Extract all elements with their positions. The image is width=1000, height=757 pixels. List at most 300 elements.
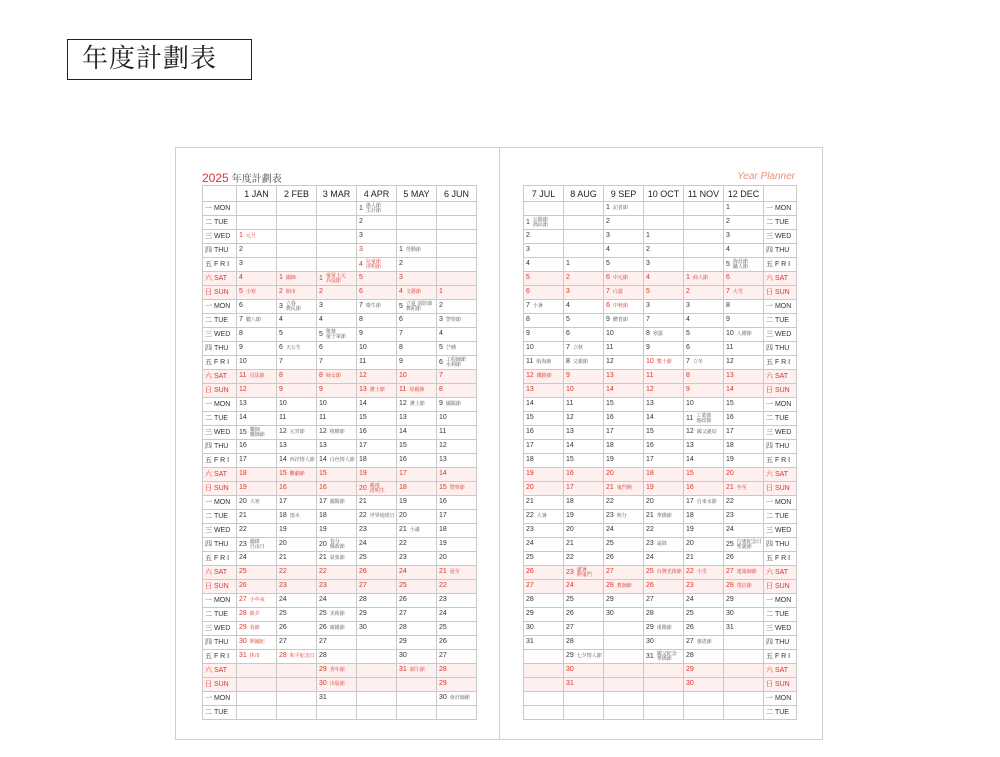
day-cell[interactable] bbox=[684, 258, 724, 272]
day-cell[interactable] bbox=[317, 552, 357, 566]
day-cell[interactable] bbox=[277, 580, 317, 594]
day-cell[interactable] bbox=[317, 230, 357, 244]
day-cell[interactable] bbox=[317, 706, 357, 720]
day-cell[interactable] bbox=[684, 202, 724, 216]
day-cell[interactable] bbox=[684, 706, 724, 720]
day-cell[interactable] bbox=[604, 286, 644, 300]
day-cell[interactable] bbox=[437, 594, 477, 608]
day-cell[interactable] bbox=[317, 384, 357, 398]
day-cell[interactable] bbox=[524, 636, 564, 650]
day-cell[interactable] bbox=[277, 286, 317, 300]
day-cell[interactable] bbox=[524, 300, 564, 314]
day-cell[interactable] bbox=[317, 398, 357, 412]
day-cell[interactable] bbox=[357, 216, 397, 230]
day-cell[interactable] bbox=[604, 664, 644, 678]
day-cell[interactable] bbox=[397, 594, 437, 608]
day-cell[interactable] bbox=[724, 426, 764, 440]
day-cell[interactable] bbox=[277, 538, 317, 552]
day-cell[interactable] bbox=[277, 706, 317, 720]
day-cell[interactable] bbox=[437, 286, 477, 300]
day-cell[interactable] bbox=[684, 412, 724, 426]
day-cell[interactable] bbox=[644, 496, 684, 510]
day-cell[interactable] bbox=[604, 258, 644, 272]
day-cell[interactable] bbox=[724, 230, 764, 244]
day-cell[interactable] bbox=[397, 524, 437, 538]
day-cell[interactable] bbox=[277, 664, 317, 678]
day-cell[interactable] bbox=[237, 356, 277, 370]
day-cell[interactable] bbox=[724, 384, 764, 398]
day-cell[interactable] bbox=[644, 216, 684, 230]
day-cell[interactable] bbox=[437, 706, 477, 720]
day-cell[interactable] bbox=[437, 496, 477, 510]
day-cell[interactable] bbox=[397, 664, 437, 678]
day-cell[interactable] bbox=[357, 510, 397, 524]
day-cell[interactable] bbox=[397, 230, 437, 244]
day-cell[interactable] bbox=[724, 622, 764, 636]
day-cell[interactable] bbox=[317, 678, 357, 692]
day-cell[interactable] bbox=[724, 482, 764, 496]
day-cell[interactable] bbox=[237, 216, 277, 230]
day-cell[interactable] bbox=[437, 510, 477, 524]
day-cell[interactable] bbox=[397, 412, 437, 426]
day-cell[interactable] bbox=[684, 230, 724, 244]
day-cell[interactable] bbox=[564, 286, 604, 300]
day-cell[interactable] bbox=[684, 510, 724, 524]
day-cell[interactable] bbox=[564, 412, 604, 426]
day-cell[interactable] bbox=[437, 664, 477, 678]
day-cell[interactable] bbox=[357, 454, 397, 468]
day-cell[interactable] bbox=[564, 440, 604, 454]
day-cell[interactable] bbox=[357, 594, 397, 608]
day-cell[interactable] bbox=[277, 468, 317, 482]
day-cell[interactable] bbox=[724, 594, 764, 608]
day-cell[interactable] bbox=[317, 202, 357, 216]
day-cell[interactable] bbox=[317, 328, 357, 342]
day-cell[interactable] bbox=[524, 412, 564, 426]
day-cell[interactable] bbox=[437, 328, 477, 342]
day-cell[interactable] bbox=[357, 412, 397, 426]
day-cell[interactable] bbox=[724, 510, 764, 524]
day-cell[interactable] bbox=[564, 468, 604, 482]
day-cell[interactable] bbox=[644, 580, 684, 594]
day-cell[interactable] bbox=[237, 538, 277, 552]
day-cell[interactable] bbox=[397, 384, 437, 398]
day-cell[interactable] bbox=[604, 356, 644, 370]
day-cell[interactable] bbox=[237, 664, 277, 678]
day-cell[interactable] bbox=[604, 524, 644, 538]
day-cell[interactable] bbox=[604, 594, 644, 608]
day-cell[interactable] bbox=[277, 258, 317, 272]
day-cell[interactable] bbox=[237, 370, 277, 384]
day-cell[interactable] bbox=[357, 230, 397, 244]
day-cell[interactable] bbox=[604, 300, 644, 314]
day-cell[interactable] bbox=[317, 440, 357, 454]
day-cell[interactable] bbox=[644, 202, 684, 216]
day-cell[interactable] bbox=[604, 272, 644, 286]
day-cell[interactable] bbox=[564, 314, 604, 328]
day-cell[interactable] bbox=[684, 468, 724, 482]
day-cell[interactable] bbox=[684, 328, 724, 342]
day-cell[interactable] bbox=[437, 692, 477, 706]
day-cell[interactable] bbox=[437, 552, 477, 566]
day-cell[interactable] bbox=[604, 650, 644, 664]
day-cell[interactable] bbox=[237, 510, 277, 524]
day-cell[interactable] bbox=[317, 482, 357, 496]
day-cell[interactable] bbox=[524, 342, 564, 356]
day-cell[interactable] bbox=[317, 510, 357, 524]
day-cell[interactable] bbox=[644, 272, 684, 286]
day-cell[interactable] bbox=[684, 454, 724, 468]
day-cell[interactable] bbox=[564, 580, 604, 594]
day-cell[interactable] bbox=[524, 216, 564, 230]
day-cell[interactable] bbox=[684, 524, 724, 538]
day-cell[interactable] bbox=[524, 356, 564, 370]
day-cell[interactable] bbox=[437, 258, 477, 272]
day-cell[interactable] bbox=[564, 384, 604, 398]
day-cell[interactable] bbox=[437, 608, 477, 622]
day-cell[interactable] bbox=[397, 286, 437, 300]
day-cell[interactable] bbox=[724, 524, 764, 538]
day-cell[interactable] bbox=[437, 622, 477, 636]
day-cell[interactable] bbox=[317, 286, 357, 300]
day-cell[interactable] bbox=[357, 692, 397, 706]
day-cell[interactable] bbox=[397, 650, 437, 664]
day-cell[interactable] bbox=[237, 468, 277, 482]
day-cell[interactable] bbox=[644, 314, 684, 328]
day-cell[interactable] bbox=[724, 706, 764, 720]
day-cell[interactable] bbox=[317, 524, 357, 538]
day-cell[interactable] bbox=[437, 230, 477, 244]
day-cell[interactable] bbox=[684, 370, 724, 384]
day-cell[interactable] bbox=[277, 440, 317, 454]
day-cell[interactable] bbox=[277, 202, 317, 216]
day-cell[interactable] bbox=[604, 566, 644, 580]
day-cell[interactable] bbox=[644, 468, 684, 482]
day-cell[interactable] bbox=[437, 300, 477, 314]
day-cell[interactable] bbox=[564, 678, 604, 692]
day-cell[interactable] bbox=[397, 692, 437, 706]
day-cell[interactable] bbox=[317, 538, 357, 552]
day-cell[interactable] bbox=[277, 678, 317, 692]
day-cell[interactable] bbox=[397, 580, 437, 594]
day-cell[interactable] bbox=[524, 552, 564, 566]
day-cell[interactable] bbox=[604, 328, 644, 342]
day-cell[interactable] bbox=[724, 356, 764, 370]
day-cell[interactable] bbox=[397, 440, 437, 454]
day-cell[interactable] bbox=[604, 706, 644, 720]
day-cell[interactable] bbox=[357, 300, 397, 314]
day-cell[interactable] bbox=[564, 272, 604, 286]
day-cell[interactable] bbox=[564, 342, 604, 356]
day-cell[interactable] bbox=[564, 636, 604, 650]
day-cell[interactable] bbox=[357, 468, 397, 482]
day-cell[interactable] bbox=[684, 314, 724, 328]
day-cell[interactable] bbox=[724, 314, 764, 328]
day-cell[interactable] bbox=[604, 370, 644, 384]
day-cell[interactable] bbox=[357, 566, 397, 580]
day-cell[interactable] bbox=[604, 314, 644, 328]
day-cell[interactable] bbox=[564, 370, 604, 384]
day-cell[interactable] bbox=[437, 454, 477, 468]
day-cell[interactable] bbox=[317, 622, 357, 636]
day-cell[interactable] bbox=[524, 650, 564, 664]
day-cell[interactable] bbox=[237, 426, 277, 440]
day-cell[interactable] bbox=[437, 440, 477, 454]
day-cell[interactable] bbox=[397, 300, 437, 314]
day-cell[interactable] bbox=[564, 230, 604, 244]
day-cell[interactable] bbox=[357, 356, 397, 370]
day-cell[interactable] bbox=[564, 552, 604, 566]
day-cell[interactable] bbox=[604, 342, 644, 356]
day-cell[interactable] bbox=[397, 608, 437, 622]
day-cell[interactable] bbox=[684, 398, 724, 412]
day-cell[interactable] bbox=[397, 272, 437, 286]
day-cell[interactable] bbox=[524, 328, 564, 342]
day-cell[interactable] bbox=[564, 706, 604, 720]
day-cell[interactable] bbox=[644, 230, 684, 244]
day-cell[interactable] bbox=[237, 566, 277, 580]
day-cell[interactable] bbox=[604, 538, 644, 552]
day-cell[interactable] bbox=[397, 258, 437, 272]
day-cell[interactable] bbox=[604, 622, 644, 636]
day-cell[interactable] bbox=[277, 342, 317, 356]
day-cell[interactable] bbox=[437, 370, 477, 384]
day-cell[interactable] bbox=[644, 706, 684, 720]
day-cell[interactable] bbox=[397, 482, 437, 496]
day-cell[interactable] bbox=[564, 538, 604, 552]
day-cell[interactable] bbox=[237, 202, 277, 216]
day-cell[interactable] bbox=[277, 230, 317, 244]
day-cell[interactable] bbox=[437, 342, 477, 356]
day-cell[interactable] bbox=[277, 510, 317, 524]
day-cell[interactable] bbox=[237, 230, 277, 244]
day-cell[interactable] bbox=[277, 692, 317, 706]
day-cell[interactable] bbox=[357, 398, 397, 412]
day-cell[interactable] bbox=[644, 482, 684, 496]
day-cell[interactable] bbox=[277, 370, 317, 384]
day-cell[interactable] bbox=[564, 300, 604, 314]
day-cell[interactable] bbox=[397, 510, 437, 524]
day-cell[interactable] bbox=[604, 580, 644, 594]
day-cell[interactable] bbox=[564, 524, 604, 538]
day-cell[interactable] bbox=[437, 468, 477, 482]
day-cell[interactable] bbox=[237, 636, 277, 650]
day-cell[interactable] bbox=[237, 622, 277, 636]
day-cell[interactable] bbox=[644, 328, 684, 342]
day-cell[interactable] bbox=[684, 356, 724, 370]
day-cell[interactable] bbox=[397, 398, 437, 412]
day-cell[interactable] bbox=[724, 272, 764, 286]
day-cell[interactable] bbox=[684, 286, 724, 300]
day-cell[interactable] bbox=[564, 244, 604, 258]
day-cell[interactable] bbox=[317, 580, 357, 594]
day-cell[interactable] bbox=[724, 216, 764, 230]
day-cell[interactable] bbox=[277, 650, 317, 664]
day-cell[interactable] bbox=[564, 664, 604, 678]
day-cell[interactable] bbox=[397, 328, 437, 342]
day-cell[interactable] bbox=[564, 258, 604, 272]
day-cell[interactable] bbox=[684, 650, 724, 664]
day-cell[interactable] bbox=[604, 454, 644, 468]
day-cell[interactable] bbox=[397, 538, 437, 552]
day-cell[interactable] bbox=[724, 496, 764, 510]
day-cell[interactable] bbox=[604, 608, 644, 622]
day-cell[interactable] bbox=[684, 482, 724, 496]
day-cell[interactable] bbox=[357, 440, 397, 454]
day-cell[interactable] bbox=[397, 426, 437, 440]
day-cell[interactable] bbox=[277, 300, 317, 314]
day-cell[interactable] bbox=[644, 692, 684, 706]
day-cell[interactable] bbox=[397, 496, 437, 510]
day-cell[interactable] bbox=[437, 202, 477, 216]
day-cell[interactable] bbox=[644, 356, 684, 370]
day-cell[interactable] bbox=[357, 370, 397, 384]
day-cell[interactable] bbox=[317, 314, 357, 328]
day-cell[interactable] bbox=[397, 216, 437, 230]
day-cell[interactable] bbox=[724, 552, 764, 566]
day-cell[interactable] bbox=[724, 608, 764, 622]
day-cell[interactable] bbox=[684, 244, 724, 258]
day-cell[interactable] bbox=[724, 468, 764, 482]
day-cell[interactable] bbox=[564, 328, 604, 342]
day-cell[interactable] bbox=[237, 398, 277, 412]
day-cell[interactable] bbox=[357, 636, 397, 650]
day-cell[interactable] bbox=[724, 636, 764, 650]
day-cell[interactable] bbox=[524, 510, 564, 524]
day-cell[interactable] bbox=[644, 524, 684, 538]
day-cell[interactable] bbox=[357, 524, 397, 538]
day-cell[interactable] bbox=[684, 216, 724, 230]
day-cell[interactable] bbox=[277, 594, 317, 608]
day-cell[interactable] bbox=[397, 202, 437, 216]
day-cell[interactable] bbox=[317, 636, 357, 650]
day-cell[interactable] bbox=[524, 594, 564, 608]
day-cell[interactable] bbox=[237, 552, 277, 566]
day-cell[interactable] bbox=[644, 454, 684, 468]
day-cell[interactable] bbox=[564, 202, 604, 216]
day-cell[interactable] bbox=[397, 566, 437, 580]
day-cell[interactable] bbox=[357, 426, 397, 440]
day-cell[interactable] bbox=[644, 426, 684, 440]
day-cell[interactable] bbox=[397, 356, 437, 370]
day-cell[interactable] bbox=[357, 314, 397, 328]
day-cell[interactable] bbox=[397, 244, 437, 258]
day-cell[interactable] bbox=[317, 356, 357, 370]
day-cell[interactable] bbox=[397, 468, 437, 482]
day-cell[interactable] bbox=[724, 566, 764, 580]
day-cell[interactable] bbox=[317, 258, 357, 272]
day-cell[interactable] bbox=[237, 412, 277, 426]
day-cell[interactable] bbox=[524, 692, 564, 706]
day-cell[interactable] bbox=[524, 244, 564, 258]
day-cell[interactable] bbox=[724, 258, 764, 272]
day-cell[interactable] bbox=[604, 482, 644, 496]
day-cell[interactable] bbox=[237, 342, 277, 356]
day-cell[interactable] bbox=[604, 496, 644, 510]
day-cell[interactable] bbox=[277, 454, 317, 468]
day-cell[interactable] bbox=[317, 426, 357, 440]
day-cell[interactable] bbox=[277, 482, 317, 496]
day-cell[interactable] bbox=[357, 342, 397, 356]
day-cell[interactable] bbox=[524, 398, 564, 412]
day-cell[interactable] bbox=[357, 580, 397, 594]
day-cell[interactable] bbox=[317, 370, 357, 384]
day-cell[interactable] bbox=[237, 258, 277, 272]
day-cell[interactable] bbox=[437, 566, 477, 580]
day-cell[interactable] bbox=[437, 272, 477, 286]
day-cell[interactable] bbox=[564, 426, 604, 440]
day-cell[interactable] bbox=[564, 496, 604, 510]
day-cell[interactable] bbox=[277, 608, 317, 622]
day-cell[interactable] bbox=[644, 566, 684, 580]
day-cell[interactable] bbox=[237, 496, 277, 510]
day-cell[interactable] bbox=[524, 608, 564, 622]
day-cell[interactable] bbox=[237, 272, 277, 286]
day-cell[interactable] bbox=[724, 370, 764, 384]
day-cell[interactable] bbox=[604, 216, 644, 230]
day-cell[interactable] bbox=[644, 300, 684, 314]
day-cell[interactable] bbox=[237, 594, 277, 608]
day-cell[interactable] bbox=[317, 664, 357, 678]
day-cell[interactable] bbox=[317, 566, 357, 580]
day-cell[interactable] bbox=[437, 244, 477, 258]
day-cell[interactable] bbox=[277, 398, 317, 412]
day-cell[interactable] bbox=[564, 650, 604, 664]
day-cell[interactable] bbox=[277, 314, 317, 328]
day-cell[interactable] bbox=[357, 328, 397, 342]
day-cell[interactable] bbox=[724, 440, 764, 454]
day-cell[interactable] bbox=[684, 496, 724, 510]
day-cell[interactable] bbox=[524, 580, 564, 594]
day-cell[interactable] bbox=[644, 342, 684, 356]
day-cell[interactable] bbox=[724, 328, 764, 342]
day-cell[interactable] bbox=[724, 580, 764, 594]
day-cell[interactable] bbox=[684, 426, 724, 440]
day-cell[interactable] bbox=[724, 538, 764, 552]
day-cell[interactable] bbox=[524, 202, 564, 216]
day-cell[interactable] bbox=[397, 706, 437, 720]
day-cell[interactable] bbox=[437, 678, 477, 692]
day-cell[interactable] bbox=[437, 482, 477, 496]
day-cell[interactable] bbox=[604, 230, 644, 244]
day-cell[interactable] bbox=[524, 538, 564, 552]
day-cell[interactable] bbox=[524, 426, 564, 440]
day-cell[interactable] bbox=[317, 244, 357, 258]
day-cell[interactable] bbox=[724, 202, 764, 216]
day-cell[interactable] bbox=[644, 244, 684, 258]
day-cell[interactable] bbox=[604, 202, 644, 216]
day-cell[interactable] bbox=[724, 244, 764, 258]
day-cell[interactable] bbox=[564, 398, 604, 412]
day-cell[interactable] bbox=[524, 258, 564, 272]
day-cell[interactable] bbox=[277, 356, 317, 370]
day-cell[interactable] bbox=[564, 356, 604, 370]
day-cell[interactable] bbox=[317, 496, 357, 510]
day-cell[interactable] bbox=[397, 622, 437, 636]
day-cell[interactable] bbox=[604, 468, 644, 482]
day-cell[interactable] bbox=[524, 272, 564, 286]
day-cell[interactable] bbox=[644, 412, 684, 426]
day-cell[interactable] bbox=[357, 384, 397, 398]
day-cell[interactable] bbox=[277, 622, 317, 636]
day-cell[interactable] bbox=[237, 314, 277, 328]
day-cell[interactable] bbox=[277, 566, 317, 580]
day-cell[interactable] bbox=[277, 496, 317, 510]
day-cell[interactable] bbox=[644, 440, 684, 454]
day-cell[interactable] bbox=[604, 678, 644, 692]
day-cell[interactable] bbox=[437, 538, 477, 552]
day-cell[interactable] bbox=[397, 370, 437, 384]
